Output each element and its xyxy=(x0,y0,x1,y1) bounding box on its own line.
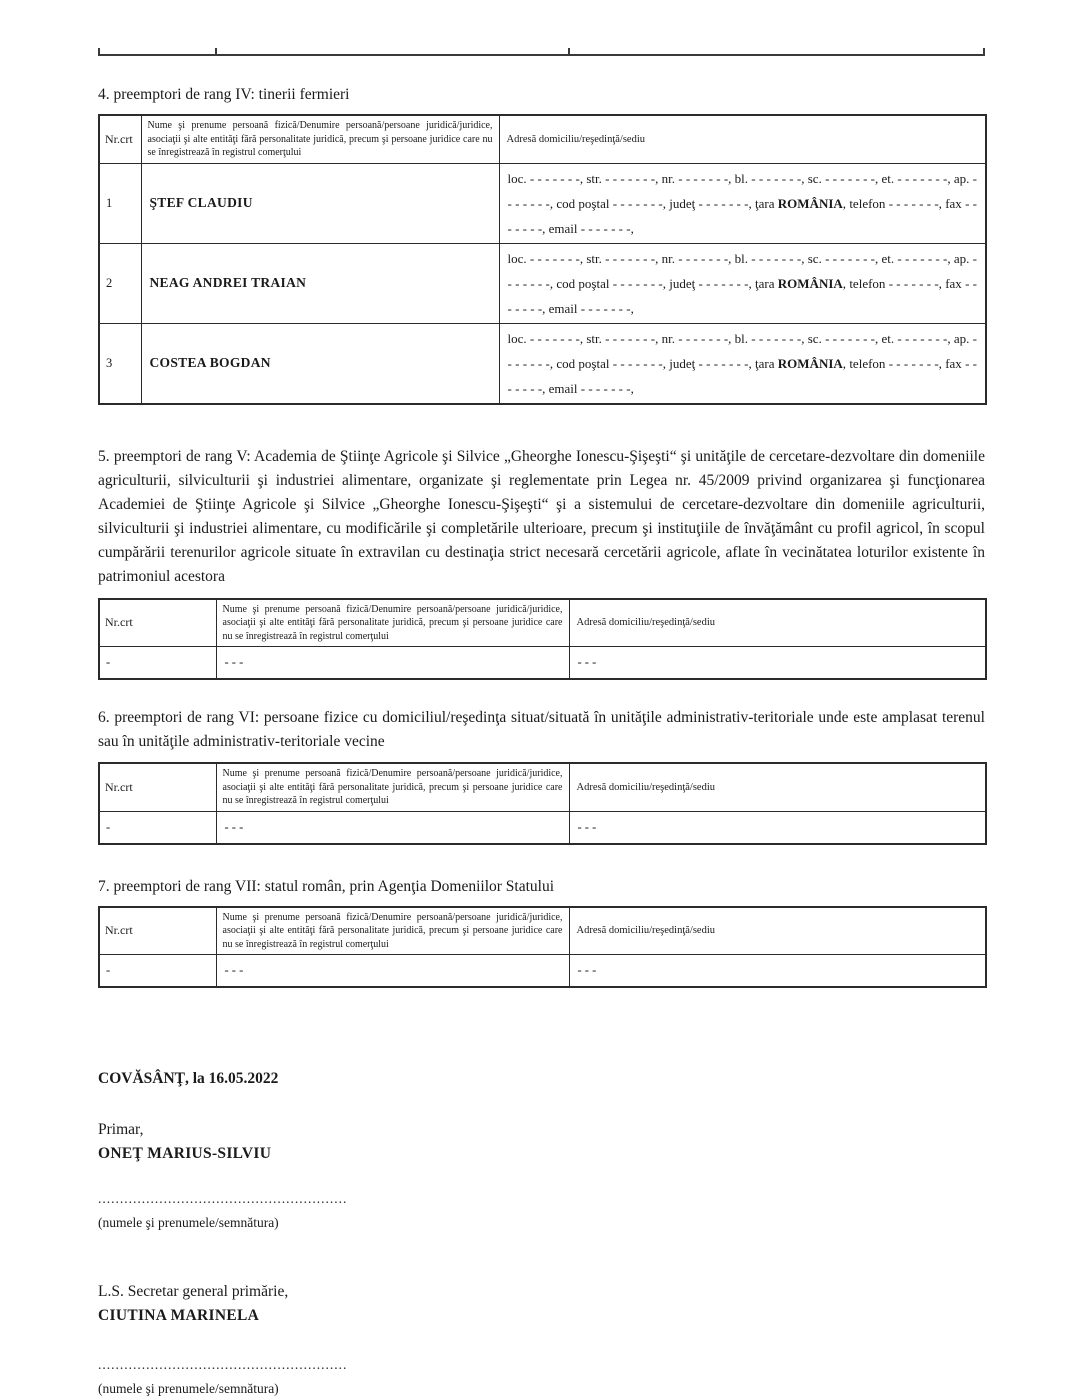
secretary-name: CIUTINA MARINELA xyxy=(98,1307,260,1324)
table-header-row xyxy=(99,599,986,647)
header-name: Nume şi prenume persoană fizică/Denumire persoană/persoane juridică/juridice, asociaţii şi alte entităţi fără personalitate juridică, precum şi persoane juridice care nu se înregistrează în registrul comerţului xyxy=(216,763,569,811)
rule-tick xyxy=(98,48,100,54)
mayor-title: Primar, xyxy=(98,1121,144,1138)
header-nr-crt: Nr.crt xyxy=(99,763,216,811)
preemptors-rang-iv-table xyxy=(98,114,987,405)
document-content xyxy=(98,48,985,1397)
table-row xyxy=(99,163,986,243)
header-address: Adresă domiciliu/reşedinţă/sediu xyxy=(569,599,986,647)
table-header-row xyxy=(99,115,986,163)
table-header-row xyxy=(99,907,986,955)
address-text: , telefon - - - - - - -, fax - - - - - - -, email - - - - - - -, xyxy=(507,275,978,316)
person-name: ŞTEF CLAUDIU xyxy=(141,163,499,243)
section4-heading: 4. preemptori de rang IV: tinerii fermieri xyxy=(98,86,350,103)
address-cell: - - - xyxy=(569,647,986,680)
table-row xyxy=(99,323,986,404)
person-name: - - - xyxy=(216,647,569,680)
person-name: - - - xyxy=(216,955,569,988)
signature-dotted-line: ......................................................... xyxy=(98,1357,348,1372)
place-and-date: COVĂSÂNŢ, la 16.05.2022 xyxy=(98,1070,279,1087)
name-signature-note: (numele şi prenumele/semnătura) xyxy=(98,1215,279,1230)
address-cell xyxy=(499,163,986,243)
header-nr-crt: Nr.crt xyxy=(99,115,141,163)
person-name: NEAG ANDREI TRAIAN xyxy=(141,243,499,323)
row-number: 3 xyxy=(99,323,141,404)
address-text: , telefon - - - - - - -, fax - - - - - - -, email - - - - - - -, xyxy=(507,355,978,396)
section7-heading: 7. preemptori de rang VII: statul român, prin Agenţia Domeniilor Statului xyxy=(98,877,555,895)
section5-heading: 5. preemptori de rang V: Academia de Ştiinţe Agricole şi Silvice „Gheorghe Ionescu-Şişeşti“ şi unităţile de cercetare-dezvoltare din domeniile agriculturii, silviculturii şi industriei alimentare, organizate şi reglementate prin Legea nr. 45/2009 privind organizarea şi funcţionarea Academiei de Ştiinţe Agricole şi Silvice „Gheorghe Ionescu-Şişeşti“ şi a sistemului de cercetare-dezvoltare din domeniile agriculturii, silviculturii şi industriei alimentare, cu modificările şi completările ulterioare, precum şi instituţiile de învăţământ cu profil agricol, în scopul cumpărării terenurilor agricole situate în extravilan cu destinaţia strict necesară cercetării agricole, aflate în vecinătatea loturilor existente în patrimoniul acestora xyxy=(98,447,985,585)
rule-tick xyxy=(215,48,217,54)
header-nr-crt: Nr.crt xyxy=(99,599,216,647)
country-name: ROMÂNIA xyxy=(777,275,843,291)
empty-table-row xyxy=(99,955,986,988)
empty-table-row xyxy=(99,647,986,680)
row-number: - xyxy=(99,955,216,988)
table-header-row xyxy=(99,763,986,811)
address-text: loc. - - - - - - -, str. - - - - - - -, nr. - - - - - - -, bl. - - - - - - -, sc. - - - - - - -, et. - - - - - - -, ap. - - - - - - -, cod poştal - - - - - - -, judeţ - - - - - - -, ţara xyxy=(507,330,977,371)
secretary-title: L.S. Secretar general primărie, xyxy=(98,1283,289,1300)
person-name: COSTEA BOGDAN xyxy=(141,323,499,404)
preemptors-rang-v-table xyxy=(98,598,987,681)
rule-tick xyxy=(568,48,570,54)
row-number: - xyxy=(99,811,216,844)
row-number: - xyxy=(99,647,216,680)
address-text: loc. - - - - - - -, str. - - - - - - -, nr. - - - - - - -, bl. - - - - - - -, sc. - - - - - - -, et. - - - - - - -, ap. - - - - - - -, cod poştal - - - - - - -, judeţ - - - - - - -, ţara xyxy=(507,250,977,291)
mayor-name: ONEŢ MARIUS-SILVIU xyxy=(98,1145,272,1162)
country-name: ROMÂNIA xyxy=(777,195,843,211)
header-name: Nume şi prenume persoană fizică/Denumire persoană/persoane juridică/juridice, asociaţii şi alte entităţi fără personalitate juridică, precum şi persoane juridice care nu se înregistrează în registrul comerţului xyxy=(141,115,499,163)
address-text: loc. - - - - - - -, str. - - - - - - -, nr. - - - - - - -, bl. - - - - - - -, sc. - - - - - - -, et. - - - - - - -, ap. - - - - - - -, cod poştal - - - - - - -, judeţ - - - - - - -, ţara xyxy=(507,170,977,211)
section6-heading: 6. preemptori de rang VI: persoane fizice cu domiciliul/reşedinţa situat/situată în unităţile administrativ-teritoriale unde este amplasat terenul sau în unităţile administrativ-teritoriale vecine xyxy=(98,709,985,750)
preemptors-rang-vi-table xyxy=(98,762,987,845)
header-nr-crt: Nr.crt xyxy=(99,907,216,955)
header-name: Nume şi prenume persoană fizică/Denumire persoană/persoane juridică/juridice, asociaţii şi alte entităţi fără personalitate juridică, precum şi persoane juridice care nu se înregistrează în registrul comerţului xyxy=(216,599,569,647)
header-name: Nume şi prenume persoană fizică/Denumire persoană/persoane juridică/juridice, asociaţii şi alte entităţi fără personalitate juridică, precum şi persoane juridice care nu se înregistrează în registrul comerţului xyxy=(216,907,569,955)
row-number: 2 xyxy=(99,243,141,323)
previous-table-bottom-rule xyxy=(98,48,985,56)
address-cell: - - - xyxy=(569,811,986,844)
name-signature-note: (numele şi prenumele/semnătura) xyxy=(98,1381,279,1396)
header-address: Adresă domiciliu/reşedinţă/sediu xyxy=(569,763,986,811)
table-row xyxy=(99,243,986,323)
signature-dotted-line: ......................................................... xyxy=(98,1191,348,1206)
rule-tick xyxy=(983,48,985,54)
address-cell xyxy=(499,323,986,404)
header-address: Adresă domiciliu/reşedinţă/sediu xyxy=(569,907,986,955)
preemptors-rang-vii-table xyxy=(98,906,987,989)
empty-table-row xyxy=(99,811,986,844)
address-cell xyxy=(499,243,986,323)
person-name: - - - xyxy=(216,811,569,844)
country-name: ROMÂNIA xyxy=(777,355,843,371)
address-text: , telefon - - - - - - -, fax - - - - - - -, email - - - - - - -, xyxy=(507,195,978,236)
address-cell: - - - xyxy=(569,955,986,988)
row-number: 1 xyxy=(99,163,141,243)
header-address: Adresă domiciliu/reşedinţă/sediu xyxy=(499,115,986,163)
